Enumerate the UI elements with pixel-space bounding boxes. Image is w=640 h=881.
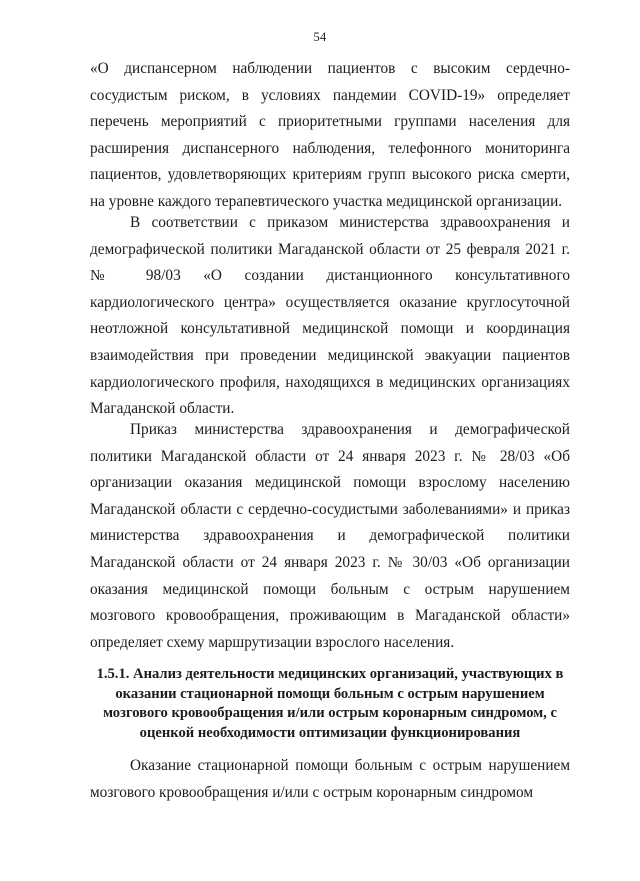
page-number: 54 bbox=[313, 30, 327, 44]
section-heading: 1.5.1. Анализ деятельности медицинских организаций, участвующих в оказании стационарной помощи больным с острым нарушением мозгового кровообращения и/или острым коронарным синдромом, с оценкой необходимости оптимизации функционирования bbox=[96, 666, 564, 742]
paragraph-inpatient-care: Оказание стационарной помощи больным с острым нарушением мозгового кровообращения и/или с острым коронарным синдромом bbox=[90, 757, 570, 801]
paragraph-dispensary-observation: «О диспансерном наблюдении пациентов с высоким сердечно-сосудистым риском, в условиях пандемии COVID-19» определяет перечень мероприятий с приоритетными группами населения для расширения диспансерного наблюдения, телефонного мониторинга пациентов, удовлетворяющих критериям групп высокого риска смерти, на уровне каждого терапевтического участка медицинской организации. bbox=[90, 60, 570, 210]
paragraph-routing-orders: Приказ министерства здравоохранения и демографической политики Магаданской области от 24 января 2023 г. № 28/03 «Об организации оказания медицинской помощи взрослому населению Магаданской области с сердечно-сосудистыми заболеваниями» и приказ министерства здравоохранения и демографической политики Магаданской области от 24 января 2023 г. № 30/03 «Об организации оказания медицинской помощи больным с острым нарушением мозгового кровообращения, проживающим в Магаданской области» определяет схему маршрутизации взрослого населения. bbox=[90, 421, 570, 651]
paragraph-cardiology-center: В соответствии с приказом министерства здравоохранения и демографической политики Магаданской области от 25 февраля 2021 г. № 98/03 «О создании дистанционного консультативного кардиологического центра» осуществляется оказание круглосуточной неотложной консультативной медицинской помощи и координация взаимодействия при проведении медицинской эвакуации пациентов кардиологического профиля, находящихся в медицинских организациях Магаданской области. bbox=[90, 214, 570, 418]
